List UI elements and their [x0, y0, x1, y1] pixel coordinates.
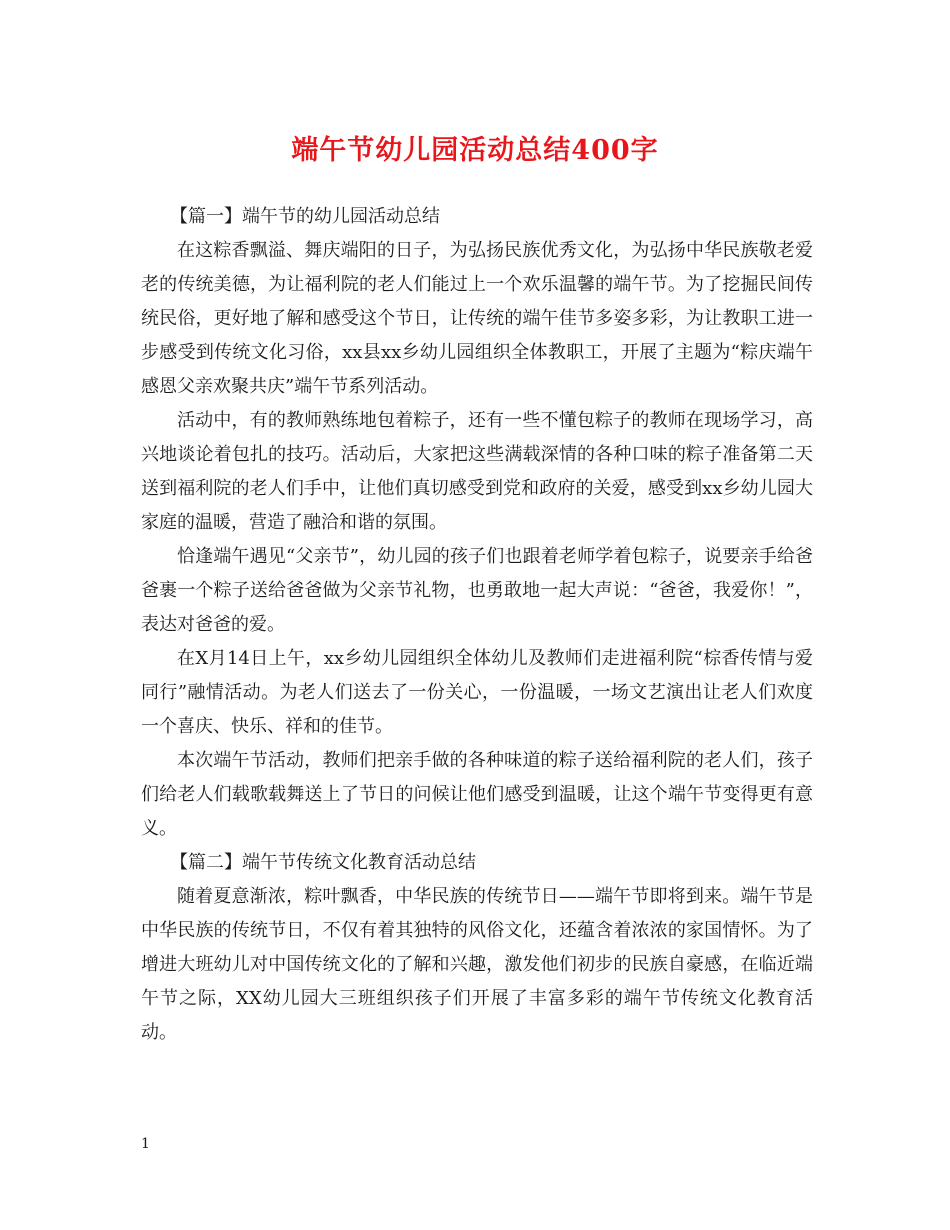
page-number: 1	[141, 1136, 150, 1152]
body-paragraph: 在X月14日上午，xx乡幼儿园组织全体幼儿及教师们走进福利院“棕香传情与爱同行”融情活动。为老人们送去了一份关心，一份温暖，一场文艺演出让老人们欢度一个喜庆、快乐、祥和的佳节。	[141, 648, 813, 737]
document-title: 端午节幼儿园活动总结400字	[291, 135, 659, 166]
body-paragraph: 活动中，有的教师熟练地包着粽子，还有一些不懂包粽子的教师在现场学习，高兴地谈论着包扎的技巧。活动后，大家把这些满载深情的各种口味的粽子准备第二天送到福利院的老人们手中，让他们真切感受到党和政府的关爱，感受到xx乡幼儿园大家庭的温暖，营造了融洽和谐的氛围。	[141, 410, 813, 533]
section-heading-1: 【篇一】端午节的幼儿园活动总结	[170, 206, 440, 227]
body-paragraph: 随着夏意渐浓，粽叶飘香，中华民族的传统节日——端午节即将到来。端午节是中华民族的传统节日，不仅有着其独特的风俗文化，还蕴含着浓浓的家国情怀。为了增进大班幼儿对中国传统文化的了解和兴趣，激发他们初步的民族自豪感，在临近端午节之际，XX幼儿园大三班组织孩子们开展了丰富多彩的端午节传统文化教育活动。	[141, 886, 813, 1043]
section-heading-2: 【篇二】端午节传统文化教育活动总结	[170, 852, 476, 873]
body-paragraph: 恰逢端午遇见“父亲节”，幼儿园的孩子们也跟着老师学着包粽子，说要亲手给爸爸裹一个粽子送给爸爸做为父亲节礼物，也勇敢地一起大声说：“爸爸，我爱你！”，表达对爸爸的爱。	[141, 546, 813, 635]
document-body	[141, 200, 813, 1050]
body-paragraph: 在这粽香飘溢、舞庆端阳的日子，为弘扬民族优秀文化，为弘扬中华民族敬老爱老的传统美德，为让福利院的老人们能过上一个欢乐温馨的端午节。为了挖掘民间传统民俗，更好地了解和感受这个节日，让传统的端午佳节多姿多彩，为让教职工进一步感受到传统文化习俗，xx县xx乡幼儿园组织全体教职工，开展了主题为“粽庆端午感恩父亲欢聚共庆”端午节系列活动。	[141, 240, 813, 397]
body-paragraph: 本次端午节活动，教师们把亲手做的各种味道的粽子送给福利院的老人们，孩子们给老人们载歌载舞送上了节日的问候让他们感受到温暖，让这个端午节变得更有意义。	[141, 750, 813, 839]
